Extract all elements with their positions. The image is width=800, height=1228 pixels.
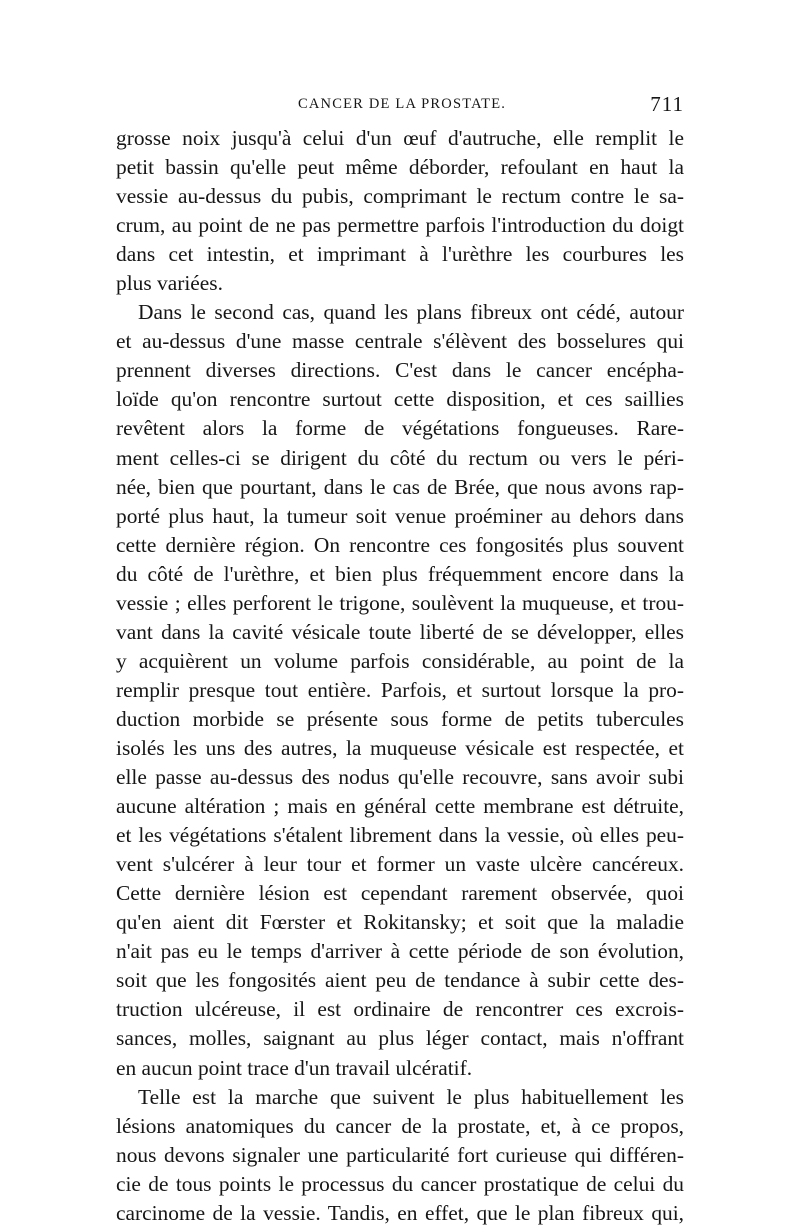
text-line: porté plus haut, la tumeur soit venue proéminer au dehors dans [116, 503, 684, 528]
text-line: revêtent alors la forme de végétations fongueuses. Rare- [116, 416, 684, 441]
text-line: dans cet intestin, et imprimant à l'urèthre les courbures les [116, 242, 684, 267]
text-line: n'ait pas eu le temps d'arriver à cette période de son évolution, [116, 939, 684, 964]
text-line: truction ulcéreuse, il est ordinaire de rencontrer ces excrois- [116, 997, 684, 1022]
body-text [116, 124, 684, 1228]
text-line: sances, molles, saignant au plus léger contact, mais n'offrant [116, 1026, 684, 1051]
text-line: aucune altération ; mais en général cette membrane est détruite, [116, 794, 684, 819]
text-line: petit bassin qu'elle peut même déborder, refoulant en haut la [116, 155, 684, 180]
text-line: prennent diverses directions. C'est dans le cancer encépha- [116, 358, 684, 383]
text-line: née, bien que pourtant, dans le cas de Brée, que nous avons rap- [116, 474, 684, 499]
text-line: lésions anatomiques du cancer de la prostate, et, à ce propos, [116, 1113, 684, 1138]
text-line: vessie au-dessus du pubis, comprimant le rectum contre le sa- [116, 184, 684, 209]
page-number: 711 [650, 92, 684, 116]
text-line: carcinome de la vessie. Tandis, en effet, que le plan fibreux qui, [116, 1200, 684, 1225]
text-line: crum, au point de ne pas permettre parfois l'introduction du doigt [116, 213, 684, 238]
text-line: nous devons signaler une particularité fort curieuse qui différen- [116, 1142, 684, 1167]
text-line: Cette dernière lésion est cependant rarement observée, quoi [116, 881, 684, 906]
text-line: remplir presque tout entière. Parfois, et surtout lorsque la pro- [116, 677, 684, 702]
text-line: ment celles-ci se dirigent du côté du rectum ou vers le péri- [116, 445, 684, 470]
text-line: Telle est la marche que suivent le plus habituellement les [138, 1084, 684, 1109]
text-line: et les végétations s'étalent librement dans la vessie, où elles peu- [116, 823, 684, 848]
text-line: grosse noix jusqu'à celui d'un œuf d'autruche, elle remplit le [116, 126, 684, 150]
text-line: y acquièrent un volume parfois considérable, au point de la [116, 648, 684, 673]
text-line: isolés les uns des autres, la muqueuse vésicale est respectée, et [116, 735, 684, 760]
text-line: vessie ; elles perforent le trigone, soulèvent la muqueuse, et trou- [116, 590, 684, 615]
running-head: CANCER DE LA PROSTATE. [298, 96, 507, 112]
page-header [116, 92, 684, 120]
text-line: et au-dessus d'une masse centrale s'élèvent des bosselures qui [116, 329, 684, 354]
text-line: soit que les fongosités aient peu de tendance à subir cette des- [116, 968, 684, 993]
text-line: vant dans la cavité vésicale toute liberté de se développer, elles [116, 619, 684, 644]
text-line: cie de tous points le processus du cancer prostatique de celui du [116, 1171, 684, 1196]
text-line: plus variées. [116, 271, 223, 296]
text-line: Dans le second cas, quand les plans fibreux ont cédé, autour [138, 300, 684, 325]
text-line: vent s'ulcérer à leur tour et former un vaste ulcère cancéreux. [116, 852, 684, 877]
text-line: cette dernière région. On rencontre ces fongosités plus souvent [116, 532, 684, 557]
text-line: elle passe au-dessus des nodus qu'elle recouvre, sans avoir subi [116, 765, 684, 790]
text-line: qu'en aient dit Fœrster et Rokitansky; et soit que la maladie [116, 910, 684, 935]
text-line: loïde qu'on rencontre surtout cette disposition, et ces saillies [116, 387, 684, 412]
text-line: du côté de l'urèthre, et bien plus fréquemment encore dans la [116, 561, 684, 586]
text-line: duction morbide se présente sous forme de petits tubercules [116, 706, 684, 731]
text-line: en aucun point trace d'un travail ulcératif. [116, 1055, 473, 1080]
